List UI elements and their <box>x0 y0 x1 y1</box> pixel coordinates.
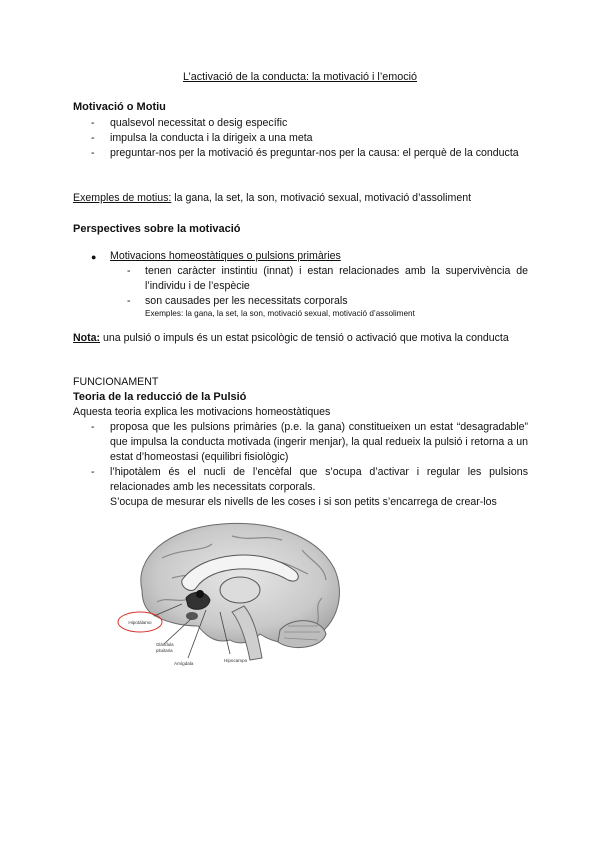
section-heading-teoria: Teoria de la reducció de la Pulsió <box>73 391 247 403</box>
section-heading-perspectives: Perspectives sobre la motivació <box>73 223 241 235</box>
sub-list-item: tenen caràcter instintiu (innat) i estan relacionades amb la supervivència de l’individu i de l’espècie <box>145 265 528 292</box>
sub-examples: Exemples: la gana, la set, la son, motivació sexual, motivació d’assoliment <box>145 309 415 318</box>
list-item: proposa que les pulsions primàries (p.e. la gana) constitueixen un estat “desagradable” que impulsa la conducta motivada (ingerir menjar), la qual redueix la pulsió i retorna a un estat d’homeostasi (equilibri fisiològic) <box>110 421 528 463</box>
bullet-dot: ● <box>91 252 97 262</box>
label-hipotalamo: Hipotàlamo <box>128 620 152 625</box>
label-glandula-2: pituitaria <box>156 648 173 653</box>
sub-list-item: son causades per les necessitats corporals <box>145 295 348 307</box>
examples-label: Exemples de motius: <box>73 192 172 204</box>
list-dash: - <box>91 132 95 144</box>
nota-text: una pulsió o impuls és un estat psicològic de tensió o activació que motiva la conducta <box>100 332 509 344</box>
examples-line <box>73 191 471 206</box>
brain-illustration <box>112 518 352 670</box>
list-dash: - <box>91 466 95 478</box>
section-caps: FUNCIONAMENT <box>73 376 159 388</box>
list-dash: - <box>91 421 95 433</box>
list-item: impulsa la conducta i la dirigeix a una meta <box>110 132 313 144</box>
section-heading-motivacio: Motivació o Motiu <box>73 101 166 113</box>
nota-paragraph <box>73 331 528 346</box>
label-glandula-1: Glándula <box>156 642 174 647</box>
label-amigdala: Amígdala <box>174 661 194 666</box>
list-dash: - <box>127 265 131 277</box>
bullet-item: Motivacions homeostàtiques o pulsions primàries <box>110 250 341 262</box>
section-intro: Aquesta teoria explica les motivacions homeostàtiques <box>73 406 331 418</box>
list-item: l’hipotàlem és el nucli de l’encèfal que s’ocupa d’activar i regular les pulsions relacionades amb les necessitats corporals. <box>110 466 528 493</box>
list-item: qualsevol necessitat o desig específic <box>110 117 288 129</box>
list-item: preguntar-nos per la motivació és preguntar-nos per la causa: el perquè de la conducta <box>110 147 519 159</box>
list-dash: - <box>127 295 131 307</box>
list-dash: - <box>91 117 95 129</box>
page-title: L’activació de la conducta: la motivació i l’emoció <box>182 71 418 83</box>
nota-label: Nota: <box>73 332 101 344</box>
examples-text: la gana, la set, la son, motivació sexual, motivació d’assoliment <box>171 192 472 204</box>
label-hipocampo: Hipocampo <box>224 658 248 663</box>
list-dash: - <box>91 147 95 159</box>
section-extra: S’ocupa de mesurar els nivells de les coses i si son petits s’encarrega de crear-los <box>110 496 497 508</box>
